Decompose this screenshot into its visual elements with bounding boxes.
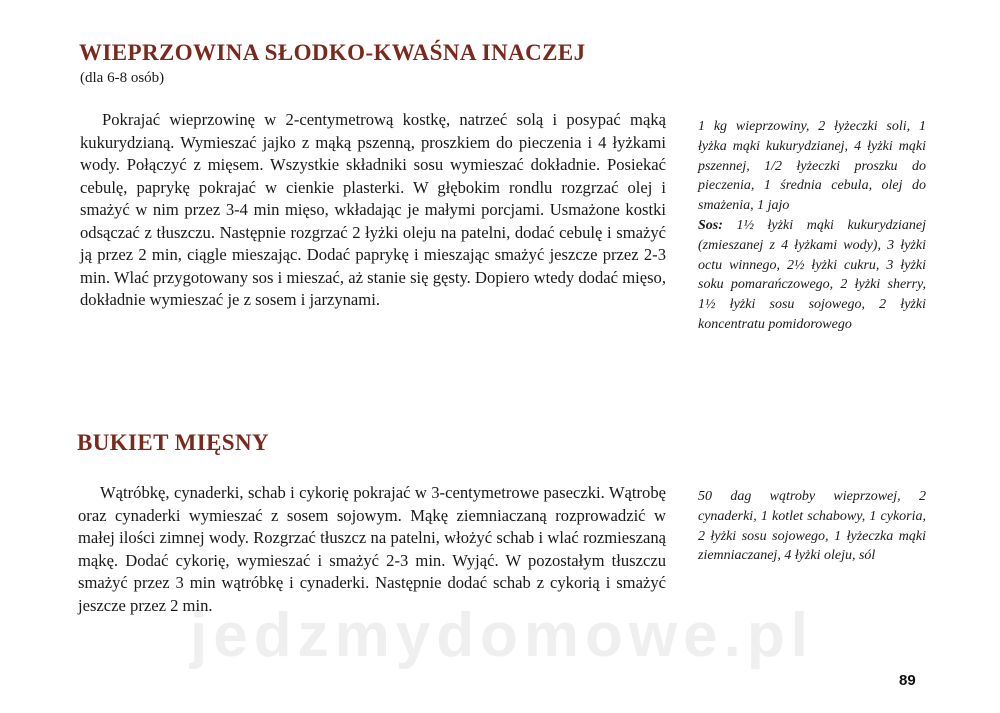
- recipe1-sauce-ingredients: 1½ łyżki mąki kukurydzianej (zmieszanej z 4 łyżkami wody), 3 łyżki octu winnego, 2½ łyżki cukru, 3 łyżki soku pomarańczowego, 2 łyżki sherry, 1½ łyżki sosu sojowego, 2 łyżki koncentratu pomidorowego: [698, 217, 926, 332]
- watermark: jedzmydomowe.pl: [190, 601, 814, 670]
- recipe1-servings: (dla 6-8 osób): [80, 70, 165, 86]
- recipe1-ingredients-panel: [698, 117, 926, 335]
- recipe1-instructions: Pokrajać wieprzowinę w 2-centymetrową kostkę, natrzeć solą i posypać mąką kukurydzianą. Wymieszać jajko z mąką pszenną, proszkiem do pieczenia i 4 łyżkami wody. Połączyć z mięsem. Wszystkie składniki sosu wymieszać dokładnie. Posiekać cebulę, paprykę pokrajać w cienkie plasterki. W głębokim rondlu rozgrzać olej i smażyć w nim przez 3-4 min mięso, wkładając je małymi porcjami. Usmażone kostki odsączać z tłuszczu. Następnie rozgrzać 2 łyżki oleju na patelni, dodać cebulę i smażyć ją przez 2 min, ciągle mieszając. Dodać paprykę i mieszając smażyć jeszcze przez 2-3 min. Wlać przygotowany sos i mieszać, aż stanie się gęsty. Dopiero wtedy dodać mięso, dokładnie wymieszać je z sosem i jarzynami.: [80, 110, 666, 309]
- sauce-label: Sos:: [698, 217, 723, 233]
- recipe2-title: BUKIET MIĘSNY: [77, 430, 270, 455]
- recipe1-ingredients: 1 kg wieprzowiny, 2 łyżeczki soli, 1 łyżka mąki kukurydzianej, 4 łyżki mąki pszennej, 1/2 łyżeczki proszku do pieczenia, 1 średnia cebula, olej do smażenia, 1 jajo: [698, 119, 926, 214]
- recipe2-ingredients: 50 dag wątroby wieprzowej, 2 cynaderki, 1 kotlet schabowy, 1 cykoria, 2 łyżki sosu sojowego, 1 łyżeczka mąki ziemniaczanej, 4 łyżki oleju, sól: [698, 489, 926, 564]
- recipe2-instructions: Wątróbkę, cynaderki, schab i cykorię pokrajać w 3-centymetrowe paseczki. Wątrobę oraz cynaderki wymieszać z sosem sojowym. Mąkę ziemniaczaną rozprowadzić w małej ilości zimnej wody. Rozgrzać tłuszcz na patelni, włożyć schab i wlać rozmieszaną mąkę. Dodać cykorię, wymieszać i smażyć 2-3 min. Wyjąć. W pozostałym tłuszczu smażyć przez 3 min wątróbkę i cynaderki. Następnie dodać schab z cykorią i smażyć jeszcze przez 2 min.: [78, 483, 666, 615]
- recipe1-title: WIEPRZOWINA SŁODKO-KWAŚNA INACZEJ: [79, 40, 586, 65]
- page-number: 89: [899, 672, 916, 689]
- recipe1-sauce: [698, 216, 926, 335]
